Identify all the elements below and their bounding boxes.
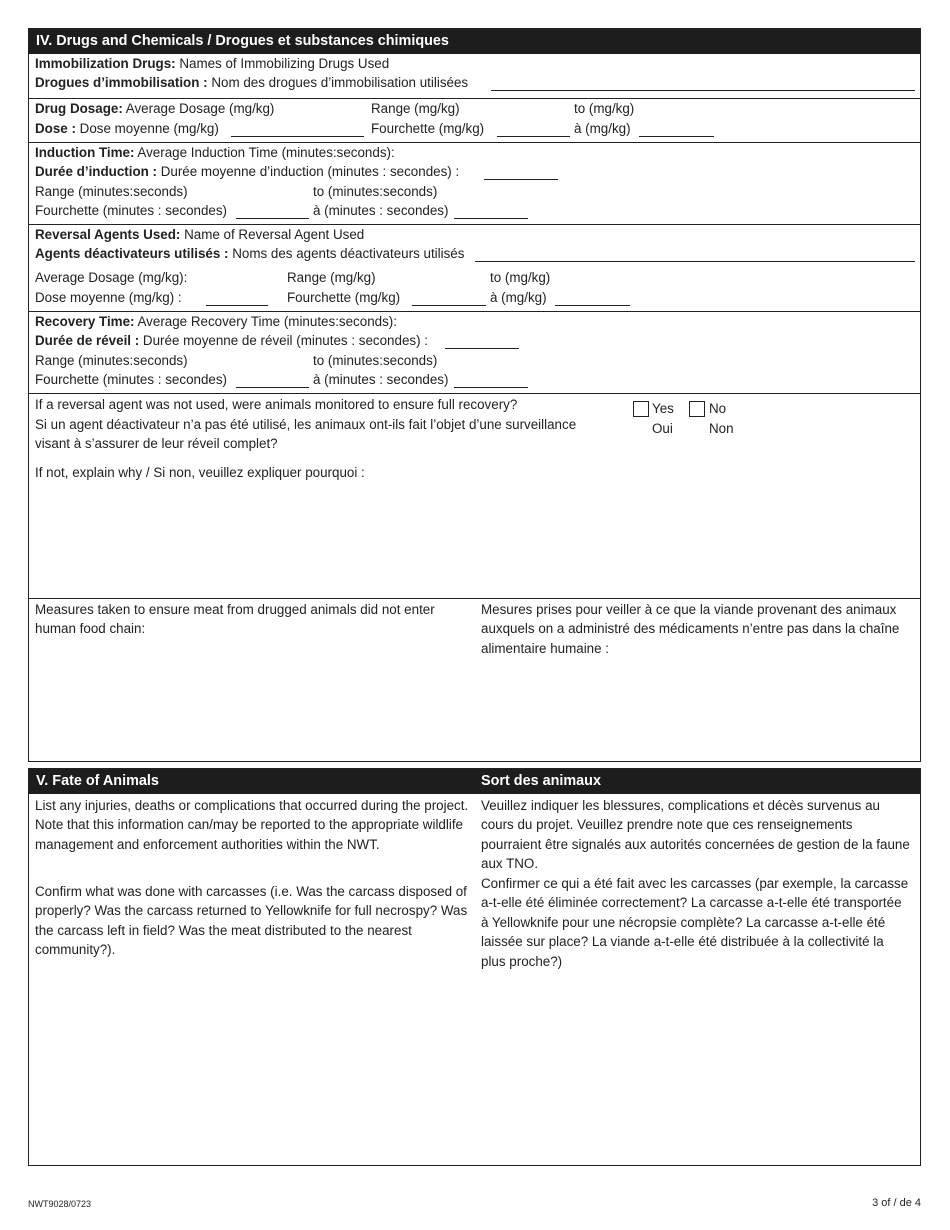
dosage-range-to-field[interactable]: [639, 124, 714, 137]
induction-range-en: Range (minutes:seconds): [35, 184, 188, 199]
recovery-fr-label: Durée de réveil :: [35, 333, 140, 348]
reversal-name-field[interactable]: [475, 249, 915, 262]
no-label: No: [709, 401, 727, 416]
measures-en: Measures taken to ensure meat from drugged animals did not enter human food chain:: [35, 602, 435, 637]
reversal-fr-label: Agents déactivateurs utilisés :: [35, 246, 229, 261]
induction-range-fr: Fourchette (minutes : secondes): [35, 203, 228, 218]
recovery-to-en: to (minutes:seconds): [313, 353, 438, 368]
meat-measures: [29, 598, 920, 762]
immob-drugs-field[interactable]: [491, 78, 915, 91]
dosage-fr-label: Dose :: [35, 121, 76, 136]
dosage-range-from-field[interactable]: [497, 124, 570, 137]
recovery-en-text: Average Recovery Time (minutes:seconds):: [134, 314, 397, 329]
induction-fr-text: Durée moyenne d’induction (minutes : secondes) :: [157, 164, 460, 179]
drug-dosage: [29, 98, 920, 142]
induction-range-from-field[interactable]: [236, 206, 309, 219]
induction-to-en: to (minutes:seconds): [313, 184, 438, 199]
dosage-avg-field[interactable]: [231, 124, 364, 137]
recovery-avg-field[interactable]: [445, 336, 519, 349]
reversal-to-en: to (mg/kg): [490, 270, 551, 285]
induction-en-text: Average Induction Time (minutes:seconds):: [134, 145, 395, 160]
recovery-range-en: Range (minutes:seconds): [35, 353, 188, 368]
reversal-fr-text: Noms des agents déactivateurs utilisés: [228, 246, 465, 261]
reversal-en-text: Name of Reversal Agent Used: [180, 227, 365, 242]
induction-time: [29, 142, 920, 224]
monitor-question: [29, 393, 920, 598]
reversal-range-fr: Fourchette (mg/kg): [287, 290, 401, 305]
immobilization-drugs: [29, 54, 920, 98]
section-v-title-en: V. Fate of Animals: [36, 773, 159, 789]
dosage-en-label: Drug Dosage:: [35, 101, 123, 116]
dosage-fr-text: Dose moyenne (mg/kg): [75, 121, 219, 136]
fate-en-para-2: Confirm what was done with carcasses (i.e. Was the carcass disposed of properly? Was the carcass returned to Yellowknife for full necrospy? Was the carcass left in field? Was the meat distributed to the nearest community?).: [35, 884, 468, 958]
measures-fr: Mesures prises pour veiller à ce que la viande provenant des animaux auxquels on a administré des médicaments n’entre pas dans la chaîne alimentaire humaine :: [481, 602, 900, 656]
recovery-en-label: Recovery Time:: [35, 314, 135, 329]
form-id: NWT9028/0723: [28, 1199, 92, 1209]
oui-label: Oui: [652, 421, 673, 436]
explain-label: If not, explain why / Si non, veuillez expliquer pourquoi :: [35, 465, 365, 480]
induction-range-to-field[interactable]: [454, 206, 528, 219]
section-v-title-fr: Sort des animaux: [481, 773, 601, 789]
immob-en-label: Immobilization Drugs:: [35, 56, 176, 71]
dosage-en-text: Average Dosage (mg/kg): [122, 101, 275, 116]
section-iv-title: IV. Drugs and Chemicals / Drogues et substances chimiques: [29, 29, 920, 54]
recovery-fr-text: Durée moyenne de réveil (minutes : secondes) :: [139, 333, 428, 348]
dosage-to-en: to (mg/kg): [574, 101, 635, 116]
fate-fr-para-1: Veuillez indiquer les blessures, complications et décès survenus au cours du projet. Veuillez prendre note que ces renseignements pourraient être signalés aux autorités concernées de gestion de la faune aux TNO.: [481, 798, 910, 872]
induction-avg-field[interactable]: [484, 167, 558, 180]
reversal-avg-field[interactable]: [206, 293, 268, 306]
induction-en-label: Induction Time:: [35, 145, 135, 160]
reversal-range-to-field[interactable]: [555, 293, 630, 306]
page-number: 3 of / de 4: [872, 1197, 921, 1209]
monitor-q-en: If a reversal agent was not used, were animals monitored to ensure full recovery?: [35, 397, 518, 412]
fate-en-para-1: List any injuries, deaths or complications that occurred during the project. Note that this information can/may be reported to the appropriate wildlife management and enforcement authorities within the NWT.: [35, 798, 469, 852]
monitor-q-fr-2: visant à s’assurer de leur réveil complet?: [35, 436, 278, 451]
no-checkbox[interactable]: [689, 401, 705, 417]
recovery-range-to-field[interactable]: [454, 375, 528, 388]
monitor-q-fr-1: Si un agent déactivateur n’a pas été utilisé, les animaux ont-ils fait l’objet d’une surveillance: [35, 417, 577, 432]
yes-label: Yes: [652, 401, 674, 416]
recovery-range-from-field[interactable]: [236, 375, 309, 388]
reversal-range-from-field[interactable]: [412, 293, 486, 306]
section-v: [28, 768, 921, 1166]
recovery-to-fr: à (minutes : secondes): [313, 372, 449, 387]
dosage-range-fr: Fourchette (mg/kg): [371, 121, 485, 136]
immob-fr-label: Drogues d’immobilisation :: [35, 75, 208, 90]
reversal-en-label: Reversal Agents Used:: [35, 227, 181, 242]
recovery-time: [29, 311, 920, 393]
non-label: Non: [709, 421, 734, 436]
dosage-to-fr: à (mg/kg): [574, 121, 631, 136]
recovery-range-fr: Fourchette (minutes : secondes): [35, 372, 228, 387]
immob-en-text: Names of Immobilizing Drugs Used: [175, 56, 390, 71]
induction-to-fr: à (minutes : secondes): [313, 203, 449, 218]
reversal-to-fr: à (mg/kg): [490, 290, 547, 305]
reversal-agents: [29, 224, 920, 311]
section-iv: [28, 28, 921, 762]
reversal-range-en: Range (mg/kg): [287, 270, 376, 285]
reversal-avg-fr: Dose moyenne (mg/kg) :: [35, 290, 182, 305]
fate-fr-para-2: Confirmer ce qui a été fait avec les carcasses (par exemple, la carcasse a-t-elle été éliminée correctement? La carcasse a-t-elle été transportée à Yellowknife pour une nécropsie complète? La carcasse a-t-elle été laissée sur place? La viande a-t-elle été distribuée à la collectivité la plus proche?): [481, 876, 909, 969]
dosage-range-en: Range (mg/kg): [371, 101, 460, 116]
induction-fr-label: Durée d’induction :: [35, 164, 157, 179]
yes-checkbox[interactable]: [633, 401, 649, 417]
immob-fr-text: Nom des drogues d’immobilisation utilisées: [207, 75, 469, 90]
reversal-avg-en: Average Dosage (mg/kg):: [35, 270, 188, 285]
